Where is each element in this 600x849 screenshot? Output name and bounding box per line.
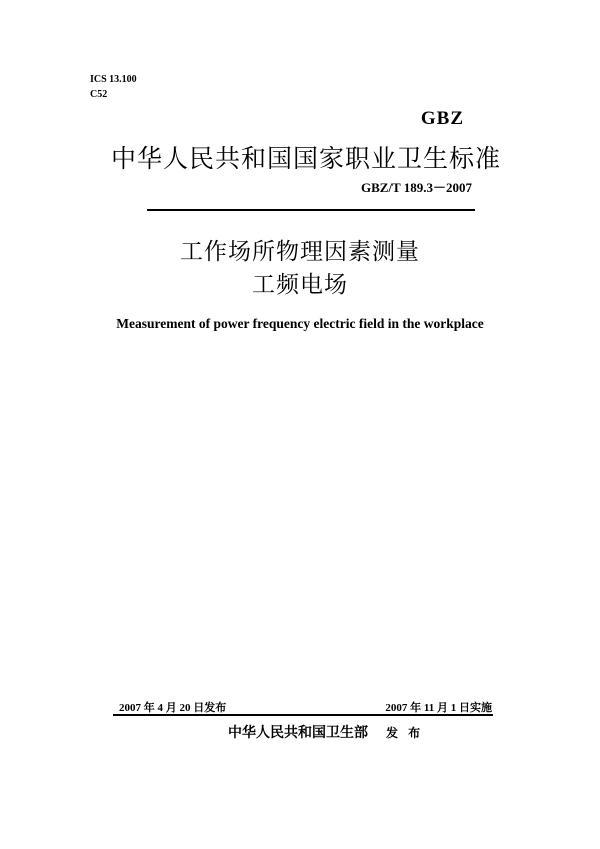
issuing-authority: 中华人民共和国卫生部 <box>228 725 368 741</box>
standard-mark: GBZ <box>420 108 464 129</box>
issuing-action: 发 布 <box>386 726 424 740</box>
issue-date: 2007 年 4 月 20 日发布 <box>119 702 227 714</box>
implementation-date: 2007 年 11 月 1 日实施 <box>385 702 492 714</box>
ccs-code: C52 <box>90 89 108 100</box>
document-title-en: Measurement of power frequency electric field in the workplace <box>116 316 484 331</box>
standard-category-title: 中华人民共和国国家职业卫生标准 <box>110 144 501 173</box>
top-divider <box>147 209 475 211</box>
standard-number: GBZ/T 189.3－2007 <box>360 180 472 195</box>
document-title-cn-line2: 工频电场 <box>252 272 348 298</box>
ics-code: ICS 13.100 <box>90 74 137 85</box>
bottom-divider <box>113 714 493 716</box>
document-title-cn-line1: 工作场所物理因素测量 <box>180 239 420 265</box>
